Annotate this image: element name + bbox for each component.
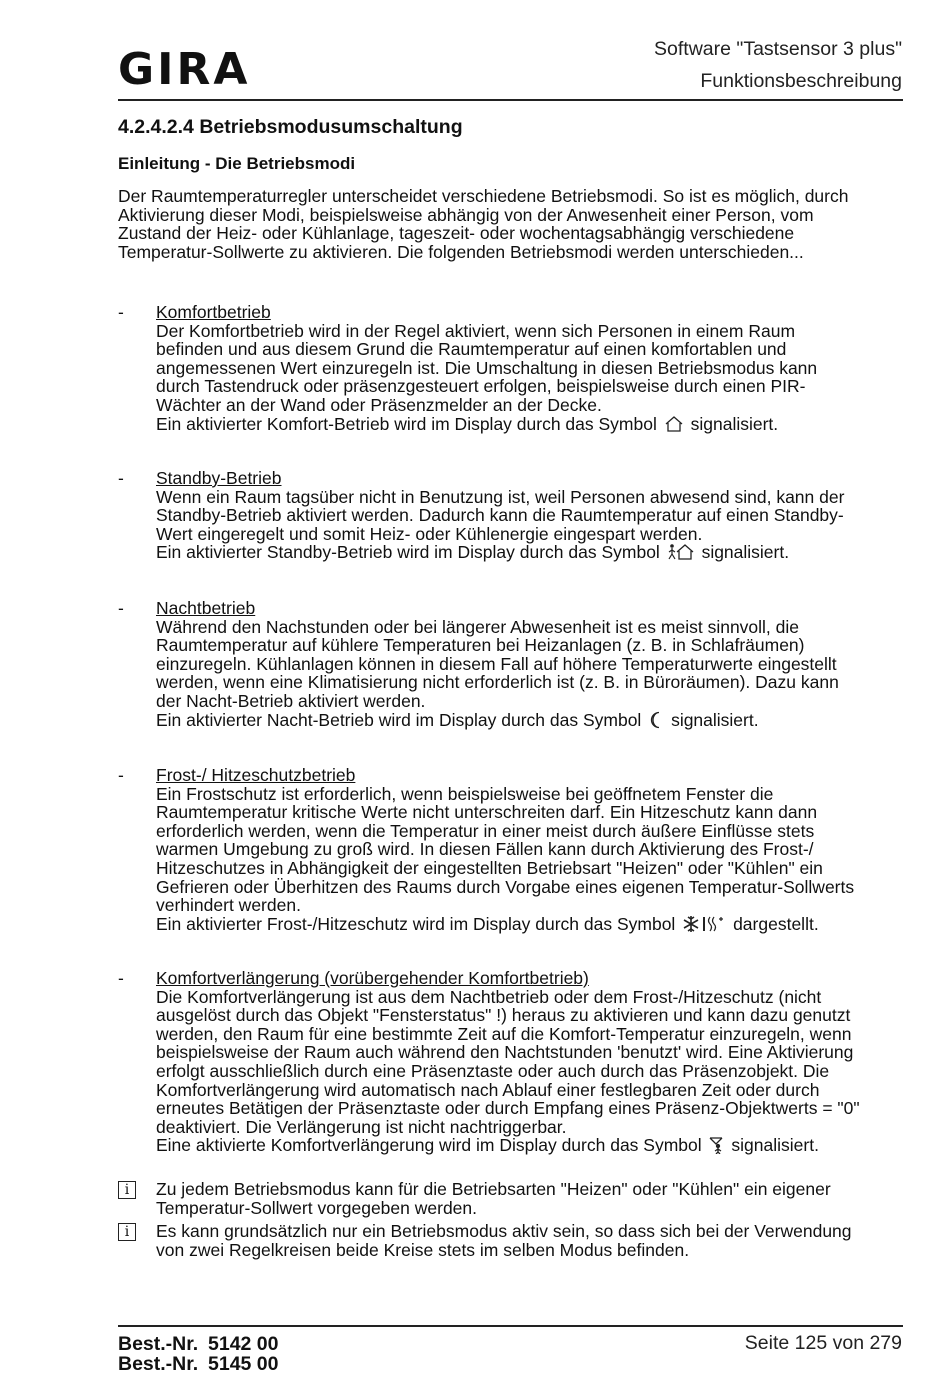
mode-line: Wenn ein Raum tagsüber nicht in Benutzung ist, weil Personen abwesend sind, kann der — [156, 486, 845, 507]
mode-line: beispielsweise der Raum auch während den Nachtstunden 'benutzt' wird. Eine Aktivierung — [156, 1042, 854, 1063]
symbol-text: Eine aktivierte Komfortverlängerung wird im Display durch das Symbol — [156, 1135, 702, 1156]
section-title: 4.2.4.2.4 Betriebsmodusumschaltung — [118, 116, 463, 138]
mode-symbol-line — [156, 543, 916, 565]
mode-title: Frost-/ Hitzeschutzbetrieb — [156, 765, 356, 785]
note-line: Zu jedem Betriebsmodus kann für die Betriebsarten "Heizen" oder "Kühlen" ein eigener — [156, 1179, 831, 1199]
header-divider — [118, 99, 903, 101]
mode-line: erforderlich werden, wenn die Temperatur in einer meist durch äußere Einflüsse stets — [156, 820, 815, 841]
symbol-text: Ein aktivierter Nacht-Betrieb wird im Display durch das Symbol — [156, 709, 642, 730]
order-number-row — [118, 1353, 279, 1375]
info-icon: i — [118, 1223, 136, 1241]
note-line: Temperatur-Sollwert vorgegeben werden. — [156, 1197, 477, 1218]
mode-line: Der Komfortbetrieb wird in der Regel aktiviert, wenn sich Personen in einem Raum — [156, 320, 796, 341]
mode-line: Wert eingeregelt und somit Heiz- oder Kühlenergie eingespart werden. — [156, 523, 703, 544]
mode-line: Hitzeschutzes in Abhängigkeit der eingestellten Betriebsart "Heizen" oder "Kühlen" ein — [156, 857, 823, 878]
symbol-text: Ein aktivierter Standby-Betrieb wird im Display durch das Symbol — [156, 542, 660, 563]
mode-line: verhindert werden. — [156, 895, 301, 916]
mode-title: Komfortverlängerung (vorübergehender Komfortbetrieb) — [156, 968, 589, 988]
mode-line: erneutes Betätigen der Präsenztaste oder durch Empfang eines Präsenz-Objektwerts = "0" — [156, 1098, 860, 1119]
symbol-text: Ein aktivierter Komfort-Betrieb wird im Display durch das Symbol — [156, 413, 657, 434]
mode-line: werden, den Raum für eine bestimmte Zeit auf die Komfort-Temperatur einzuregeln, wenn — [156, 1023, 852, 1044]
mode-line: einzuregeln. Kühlanlagen können in diesem Fall auf höhere Temperaturwerte eingestellt — [156, 653, 837, 674]
symbol-text: signalisiert. — [690, 413, 779, 434]
mode-title: Standby-Betrieb — [156, 468, 282, 488]
frost-heat-icon — [682, 915, 726, 937]
mode-title: Komfortbetrieb — [156, 302, 271, 322]
subsection-title: Einleitung - Die Betriebsmodi — [118, 154, 356, 173]
mode-line: angemessenen Wert einzuregeln ist. Die Umschaltung in diesen Betriebsmodus kann — [156, 357, 818, 378]
page-number: Seite 125 von 279 — [744, 1332, 902, 1354]
intro-line: Aktivierung dieser Modi, beispielsweise abhängig von der Anwesenheit einer Person, vom — [118, 204, 814, 225]
mode-line: Raumtemperatur kritische Werte nicht unterschreiten darf. Ein Hitzeschutz kann dann — [156, 802, 818, 823]
order-number-row — [118, 1333, 279, 1355]
mode-symbol-line — [156, 915, 916, 937]
intro-line: Der Raumtemperaturregler unterscheidet verschiedene Betriebsmodi. So ist es möglich, durch — [118, 186, 849, 206]
list-dash: - — [118, 765, 124, 785]
list-dash: - — [118, 968, 124, 988]
intro-line: Temperatur-Sollwerte zu aktivieren. Die folgenden Betriebsmodi werden unterschieden... — [118, 241, 804, 262]
order-label: Best.-Nr. — [118, 1353, 199, 1375]
mode-line: Wächter an der Wand oder Präsenzmelder an der Decke. — [156, 394, 602, 415]
order-number: 5142 00 — [208, 1333, 279, 1355]
mode-line: Die Komfortverlängerung ist aus dem Nachtbetrieb oder dem Frost-/Hitzeschutz (nicht — [156, 986, 822, 1007]
info-icon: i — [118, 1181, 136, 1199]
list-dash: - — [118, 598, 124, 618]
note-line: Es kann grundsätzlich nur ein Betriebsmodus aktiv sein, so dass sich bei der Verwendung — [156, 1221, 852, 1241]
mode-symbol-line — [156, 1136, 916, 1158]
comfort-extension-icon — [709, 1136, 725, 1158]
mode-title: Nachtbetrieb — [156, 598, 256, 618]
mode-line: Gefrieren oder Überhitzen des Raums durch Vorgabe eines eigenen Temperatur-Sollwerts — [156, 876, 855, 897]
header-software-title: Software "Tastsensor 3 plus" — [654, 38, 902, 60]
mode-line: werden, wenn eine Klimatisierung nicht erforderlich ist (z. B. in Büroräumen). Dazu kann — [156, 672, 839, 693]
comfort-house-icon — [664, 415, 684, 437]
standby-person-house-icon — [667, 543, 695, 565]
mode-symbol-line — [156, 415, 916, 437]
list-dash: - — [118, 302, 124, 322]
symbol-text: signalisiert. — [701, 542, 790, 563]
mode-symbol-line — [156, 711, 916, 733]
mode-line: Komfortverlängerung wird automatisch nach Ablauf einer festlegbaren Zeit oder durch — [156, 1079, 820, 1100]
mode-line: Während den Nachstunden oder bei längerer Abwesenheit ist es meist sinnvoll, die — [156, 616, 800, 637]
mode-line: durch Tastendruck oder präsenzgesteuert erfolgen, beispielsweise durch einen PIR- — [156, 376, 806, 397]
mode-line: erfolgt ausschließlich durch eine Präsenztaste oder auch durch das Präsenzobjekt. Die — [156, 1060, 830, 1081]
gira-logo: GIRA — [118, 44, 251, 95]
order-number: 5145 00 — [208, 1353, 279, 1375]
mode-line: ausgelöst durch das Objekt "Fensterstatus" !) heraus zu aktivieren und kann dazu genutzt — [156, 1005, 851, 1026]
symbol-text: dargestellt. — [733, 913, 819, 934]
order-label: Best.-Nr. — [118, 1333, 199, 1355]
moon-icon — [648, 711, 664, 733]
list-dash: - — [118, 468, 124, 488]
mode-line: Raumtemperatur auf kühlere Temperaturen bei Heizanlagen (z. B. in Schlafräumen) — [156, 635, 805, 656]
mode-line: deaktiviert. Die Verlängerung ist nicht nachtriggerbar. — [156, 1116, 567, 1137]
symbol-text: signalisiert. — [731, 1135, 819, 1156]
mode-line: befinden und aus diesem Grund die Raumtemperatur auf einen komfortablen und — [156, 339, 787, 360]
intro-line: Zustand der Heiz- oder Kühlanlage, tageszeit- oder wochentagsabhängig verschiedene — [118, 223, 795, 244]
symbol-text: signalisiert. — [671, 709, 759, 730]
mode-line: Ein Frostschutz ist erforderlich, wenn beispielsweise bei geöffnetem Fenster die — [156, 783, 774, 804]
mode-line: Standby-Betrieb aktiviert werden. Dadurch kann die Raumtemperatur auf einen Standby- — [156, 505, 844, 526]
mode-line: warmen Umgebung zu groß wird. In diesen Fällen kann durch Aktivierung des Frost-/ — [156, 839, 814, 860]
mode-line: der Nacht-Betrieb aktiviert werden. — [156, 690, 426, 711]
note-line: von zwei Regelkreisen beide Kreise stets im selben Modus befinden. — [156, 1239, 690, 1260]
header-doc-type: Funktionsbeschreibung — [700, 70, 902, 92]
footer-divider — [118, 1325, 903, 1327]
symbol-text: Ein aktivierter Frost-/Hitzeschutz wird im Display durch das Symbol — [156, 913, 676, 934]
intro-paragraph — [118, 187, 908, 261]
